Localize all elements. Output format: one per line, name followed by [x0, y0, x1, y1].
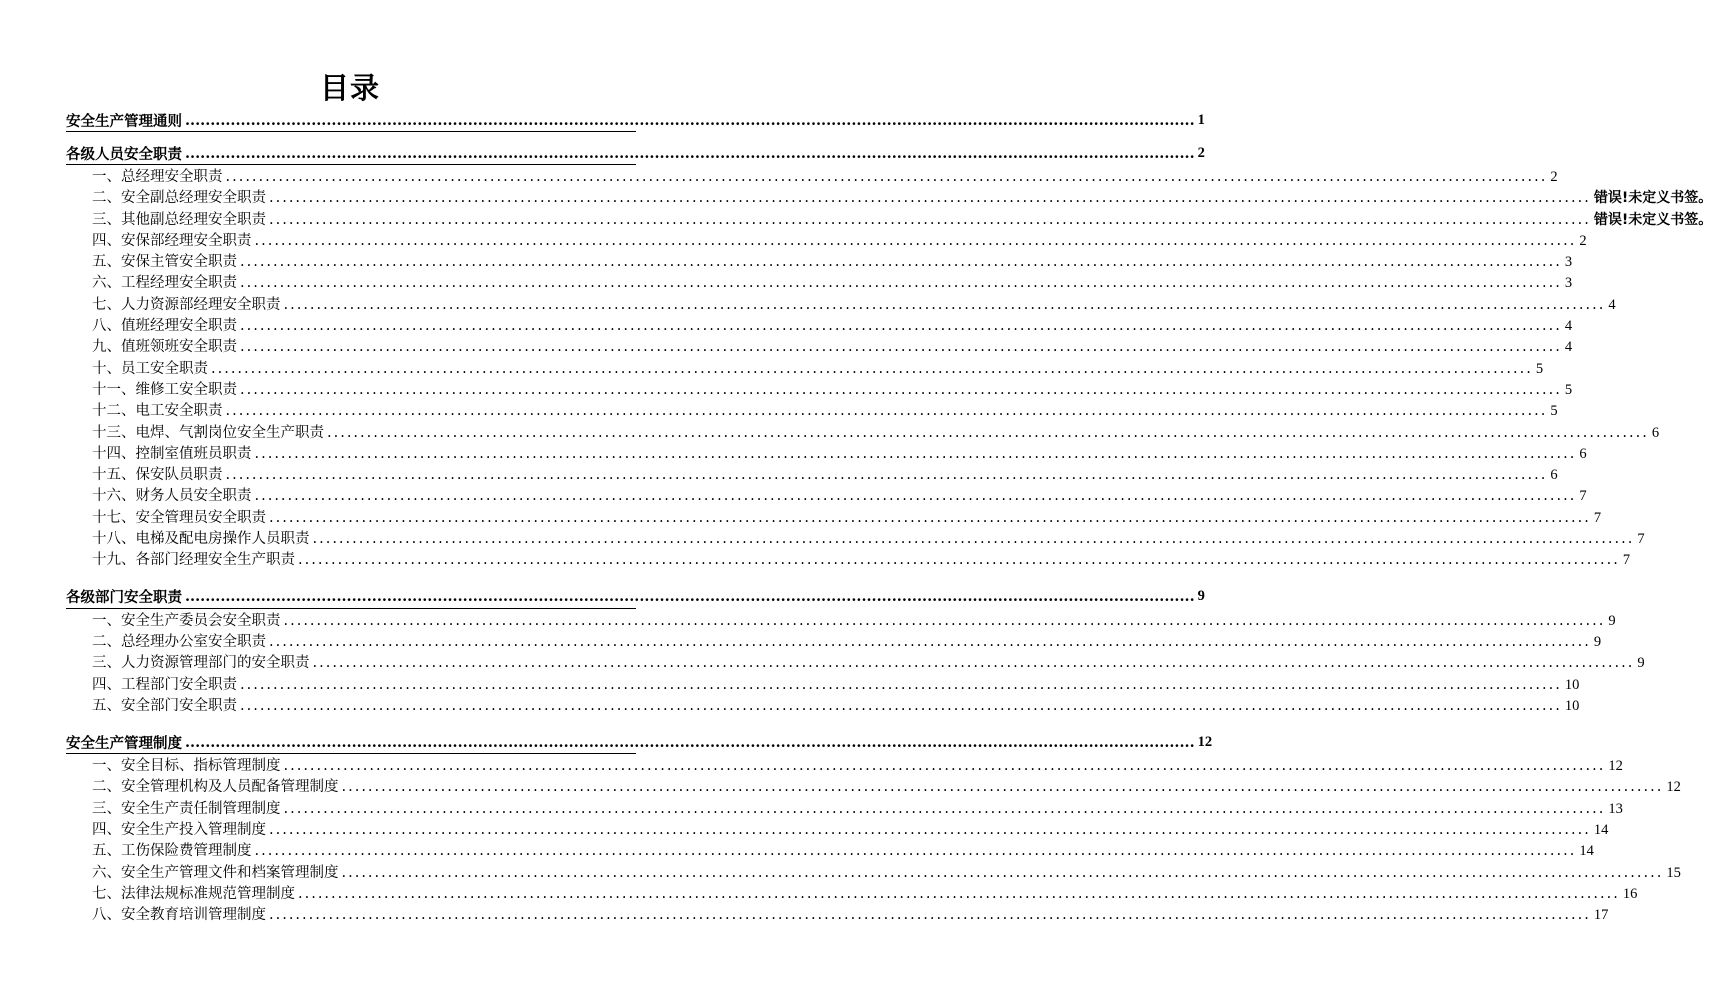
toc-leader-dots: ........................................................................................................................................................................................................ — [185, 111, 1195, 129]
toc-leader-dots: ........................................................................................................................................................................................................ — [269, 509, 1591, 526]
toc-entry-number: 三、 — [92, 800, 121, 817]
toc-leader-dots: ........................................................................................................................................................................................................ — [240, 339, 1562, 356]
toc-entry-title: 安全生产委员会安全职责 — [121, 612, 281, 629]
toc-entry-title: 安全生产投入管理制度 — [121, 822, 266, 839]
toc-section-entry[interactable] — [66, 108, 1205, 132]
toc-page-number: 6 — [1550, 467, 1558, 484]
toc-page-number: 5 — [1550, 403, 1558, 420]
toc-leader-dots: ........................................................................................................................................................................................................ — [254, 843, 1577, 860]
toc-leader-dots: ........................................................................................................................................................................................................ — [269, 822, 1591, 839]
toc-leader-dots: ........................................................................................................................................................................................................ — [240, 676, 1562, 693]
toc-page-number: 7 — [1593, 509, 1602, 526]
toc-entry-title: 值班领班安全职责 — [121, 339, 237, 356]
toc-entry-number: 二、 — [92, 190, 121, 207]
toc-page-number: 12 — [1608, 758, 1623, 775]
toc-error-bookmark: 错误!未定义书签。 — [1593, 211, 1712, 228]
toc-entry-title: 电焊、气割岗位安全生产职责 — [135, 424, 324, 441]
toc-leader-dots: ........................................................................................................................................................................................................ — [225, 403, 1548, 420]
toc-entry-title: 法律法规标准规范管理制度 — [121, 885, 295, 902]
toc-page-number: 9 — [1593, 633, 1602, 650]
toc-entry[interactable] — [66, 630, 1602, 651]
toc-entry-number: 十三、 — [92, 424, 136, 441]
toc-entry-number: 一、 — [92, 612, 121, 629]
toc-entry-title: 其他副总经理安全职责 — [121, 211, 266, 228]
page-title: 目录 — [319, 71, 380, 105]
toc-page-number: 10 — [1564, 697, 1580, 714]
toc-entry-title: 安全管理员安全职责 — [135, 509, 266, 526]
toc-entry[interactable] — [66, 271, 1573, 292]
toc-entry-number: 四、 — [92, 676, 121, 693]
toc-entry[interactable] — [66, 378, 1573, 399]
toc-entry[interactable] — [66, 250, 1573, 271]
toc-page-number: 4 — [1564, 339, 1573, 356]
toc-entry-number: 十七、 — [92, 509, 136, 526]
toc-entry-number: 五、 — [92, 254, 121, 271]
toc-entry-number: 二、 — [92, 633, 121, 650]
toc-leader-dots: ........................................................................................................................................................................................................ — [240, 254, 1562, 271]
toc-entry[interactable] — [66, 229, 1587, 250]
toc-page-number: 16 — [1622, 885, 1638, 902]
toc-entry-title: 财务人员安全职责 — [135, 488, 252, 505]
toc-page-number: 17 — [1593, 907, 1609, 924]
toc-entry[interactable] — [66, 609, 1616, 630]
toc-entry[interactable] — [66, 484, 1587, 505]
toc-entry-number: 十八、 — [92, 531, 136, 548]
toc-entry-number: 十一、 — [92, 381, 136, 398]
toc-page-number: 7 — [1637, 531, 1645, 548]
toc-leader-dots: ........................................................................................................................................................................................................ — [185, 588, 1195, 606]
toc-entry[interactable] — [66, 818, 1609, 839]
toc-leader-dots: ........................................................................................................................................................................................................ — [269, 190, 1591, 207]
toc-entry-title: 人力资源管理部门的安全职责 — [121, 655, 310, 672]
toc-entry-number: 七、 — [92, 885, 121, 902]
toc-leader-dots: ........................................................................................................................................................................................................ — [240, 381, 1562, 398]
toc-leader-dots: ........................................................................................................................................................................................................ — [254, 232, 1577, 249]
toc-section-entry[interactable] — [66, 730, 1213, 754]
toc-entry[interactable] — [66, 694, 1580, 715]
toc-section-entry[interactable] — [66, 141, 1205, 165]
toc-page-number: 3 — [1564, 275, 1573, 292]
toc-entry-title: 工伤保险费管理制度 — [121, 843, 252, 860]
toc-leader-dots: ........................................................................................................................................................................................................ — [225, 467, 1548, 484]
toc-page-number: 14 — [1593, 822, 1609, 839]
toc-error-bookmark: 错误!未定义书签。 — [1593, 190, 1712, 207]
toc-leader-dots: ........................................................................................................................................................................................................ — [283, 758, 1606, 775]
toc-entry-number: 七、 — [92, 296, 121, 313]
toc-page-number: 5 — [1564, 381, 1573, 398]
toc-entry[interactable] — [66, 839, 1594, 860]
toc-entry-title: 安全教育培训管理制度 — [121, 907, 266, 924]
toc-entry-title: 维修工安全职责 — [135, 381, 237, 398]
section-spacer — [66, 925, 636, 931]
table-of-contents — [66, 108, 1712, 931]
toc-page-number: 7 — [1622, 552, 1631, 569]
section-spacer — [66, 715, 636, 721]
toc-entry-title: 安保部经理安全职责 — [121, 232, 252, 249]
toc-entry-title: 安全副总经理安全职责 — [121, 190, 266, 207]
toc-entry-number: 十六、 — [92, 488, 136, 505]
toc-leader-dots: ........................................................................................................................................................................................................ — [254, 488, 1577, 505]
toc-page-number: 15 — [1666, 864, 1681, 881]
section-spacer — [66, 570, 636, 576]
toc-entry-number: 十二、 — [92, 403, 136, 420]
toc-entry[interactable] — [66, 651, 1645, 672]
toc-page-number: 2 — [1579, 232, 1587, 249]
toc-leader-dots: ........................................................................................................................................................................................................ — [312, 531, 1635, 548]
toc-leader-dots: ........................................................................................................................................................................................................ — [185, 144, 1195, 162]
toc-leader-dots: ........................................................................................................................................................................................................ — [298, 552, 1620, 569]
toc-page-number: 9 — [1197, 588, 1205, 605]
toc-entry-number: 五、 — [92, 697, 121, 714]
toc-entry-number: 三、 — [92, 655, 121, 672]
toc-entry[interactable] — [66, 442, 1587, 463]
toc-entry-title: 控制室值班员职责 — [135, 445, 252, 462]
toc-entry[interactable] — [66, 293, 1616, 314]
toc-entry-title: 安全管理机构及人员配备管理制度 — [121, 779, 339, 796]
toc-entry-title: 电梯及配电房操作人员职责 — [135, 531, 310, 548]
toc-entry-number: 四、 — [92, 822, 121, 839]
toc-leader-dots: ........................................................................................................................................................................................................ — [254, 445, 1577, 462]
toc-section-title: 安全生产管理制度 — [66, 734, 182, 752]
toc-entry-title: 值班经理安全职责 — [121, 318, 237, 335]
toc-entry-number: 四、 — [92, 232, 121, 249]
toc-entry-number: 六、 — [92, 275, 121, 292]
toc-page-number: 7 — [1579, 488, 1587, 505]
toc-leader-dots: ........................................................................................................................................................................................................ — [298, 885, 1620, 902]
toc-section-title: 安全生产管理通则 — [66, 112, 182, 130]
toc-page-number: 3 — [1564, 254, 1573, 271]
toc-entry[interactable] — [66, 882, 1638, 903]
toc-leader-dots: ........................................................................................................................................................................................................ — [240, 697, 1562, 714]
toc-entry-title: 人力资源部经理安全职责 — [121, 296, 281, 313]
toc-entry-number: 五、 — [92, 843, 121, 860]
toc-entry-title: 安全部门安全职责 — [121, 697, 237, 714]
toc-entry-number: 一、 — [92, 169, 121, 185]
toc-leader-dots: ........................................................................................................................................................................................................ — [240, 318, 1562, 335]
toc-entry[interactable] — [66, 463, 1558, 484]
toc-page-number: 10 — [1564, 676, 1580, 693]
toc-entry-title: 安全生产责任制管理制度 — [121, 800, 281, 817]
toc-page-number: 4 — [1608, 296, 1616, 313]
toc-leader-dots: ........................................................................................................................................................................................................ — [283, 296, 1606, 313]
toc-entry[interactable] — [66, 186, 1712, 207]
toc-leader-dots: ........................................................................................................................................................................................................ — [312, 655, 1635, 672]
toc-leader-dots: ........................................................................................................................................................................................................ — [269, 633, 1591, 650]
toc-leader-dots: ........................................................................................................................................................................................................ — [341, 779, 1664, 796]
toc-entry-number: 三、 — [92, 211, 121, 228]
toc-entry-title: 保安队员职责 — [135, 467, 223, 484]
toc-leader-dots: ........................................................................................................................................................................................................ — [283, 800, 1606, 817]
toc-entry-title: 安保主管安全职责 — [121, 254, 237, 271]
toc-entry[interactable] — [66, 335, 1573, 356]
toc-page-number: 12 — [1666, 779, 1681, 796]
toc-page-number: 6 — [1579, 445, 1587, 462]
toc-page-number: 4 — [1564, 318, 1573, 335]
toc-entry-title: 总经理安全职责 — [121, 169, 223, 185]
toc-entry-number: 六、 — [92, 864, 121, 881]
toc-entry-title: 总经理办公室安全职责 — [121, 633, 266, 650]
toc-page-number: 12 — [1197, 733, 1213, 750]
toc-leader-dots: ........................................................................................................................................................................................................ — [240, 275, 1562, 292]
toc-entry-number: 十、 — [92, 360, 121, 377]
toc-entry-title: 安全生产管理文件和档案管理制度 — [121, 864, 339, 881]
toc-page-number: 9 — [1608, 612, 1616, 629]
toc-entry-number: 十五、 — [92, 467, 136, 484]
toc-entry-number: 八、 — [92, 318, 121, 335]
toc-entry-title: 员工安全职责 — [121, 360, 208, 377]
toc-entry-title: 工程部门安全职责 — [121, 676, 237, 693]
toc-section-title: 各级部门安全职责 — [66, 589, 182, 607]
toc-entry[interactable] — [66, 548, 1631, 569]
toc-entry-title: 各部门经理安全生产职责 — [135, 552, 295, 569]
toc-leader-dots: ........................................................................................................................................................................................................ — [341, 864, 1664, 881]
toc-entry[interactable] — [66, 165, 1558, 186]
toc-leader-dots: ........................................................................................................................................................................................................ — [185, 733, 1195, 751]
toc-page-number: 2 — [1550, 169, 1558, 185]
toc-entry-number: 八、 — [92, 907, 121, 924]
toc-entry[interactable] — [66, 527, 1645, 548]
toc-entry-number: 二、 — [92, 779, 121, 796]
toc-section-title: 各级人员安全职责 — [66, 145, 182, 163]
toc-leader-dots: ........................................................................................................................................................................................................ — [211, 360, 1533, 377]
toc-entry[interactable] — [66, 903, 1609, 924]
toc-page-number: 6 — [1651, 424, 1660, 441]
toc-entry-number: 九、 — [92, 339, 121, 356]
toc-leader-dots: ........................................................................................................................................................................................................ — [225, 169, 1548, 185]
toc-entry-number: 一、 — [92, 758, 121, 775]
toc-section-entry[interactable] — [66, 585, 1205, 609]
toc-entry[interactable] — [66, 314, 1573, 335]
toc-leader-dots: ........................................................................................................................................................................................................ — [283, 612, 1606, 629]
toc-entry[interactable] — [66, 775, 1681, 796]
toc-entry[interactable] — [66, 357, 1544, 378]
toc-entry-title: 安全目标、指标管理制度 — [121, 758, 281, 775]
toc-entry-title: 工程经理安全职责 — [121, 275, 237, 292]
toc-entry[interactable] — [66, 861, 1681, 882]
toc-entry-number: 十四、 — [92, 445, 136, 462]
toc-entry[interactable] — [66, 399, 1558, 420]
toc-entry[interactable] — [66, 673, 1580, 694]
toc-page-number: 13 — [1608, 800, 1623, 817]
toc-leader-dots: ........................................................................................................................................................................................................ — [327, 424, 1649, 441]
toc-leader-dots: ........................................................................................................................................................................................................ — [269, 211, 1591, 228]
toc-page-number: 5 — [1535, 360, 1544, 377]
toc-entry-number: 十九、 — [92, 552, 136, 569]
toc-entry[interactable] — [66, 421, 1660, 442]
toc-leader-dots: ........................................................................................................................................................................................................ — [269, 907, 1591, 924]
section-divider — [66, 131, 636, 132]
toc-page-number: 1 — [1197, 111, 1205, 128]
toc-page-number: 2 — [1197, 144, 1205, 161]
toc-entry-title: 电工安全职责 — [135, 403, 223, 420]
toc-page-number: 14 — [1579, 843, 1594, 860]
toc-entry[interactable] — [66, 754, 1623, 775]
toc-entry[interactable] — [66, 208, 1712, 229]
toc-page-number: 9 — [1637, 655, 1645, 672]
toc-entry[interactable] — [66, 506, 1602, 527]
toc-entry[interactable] — [66, 797, 1623, 818]
